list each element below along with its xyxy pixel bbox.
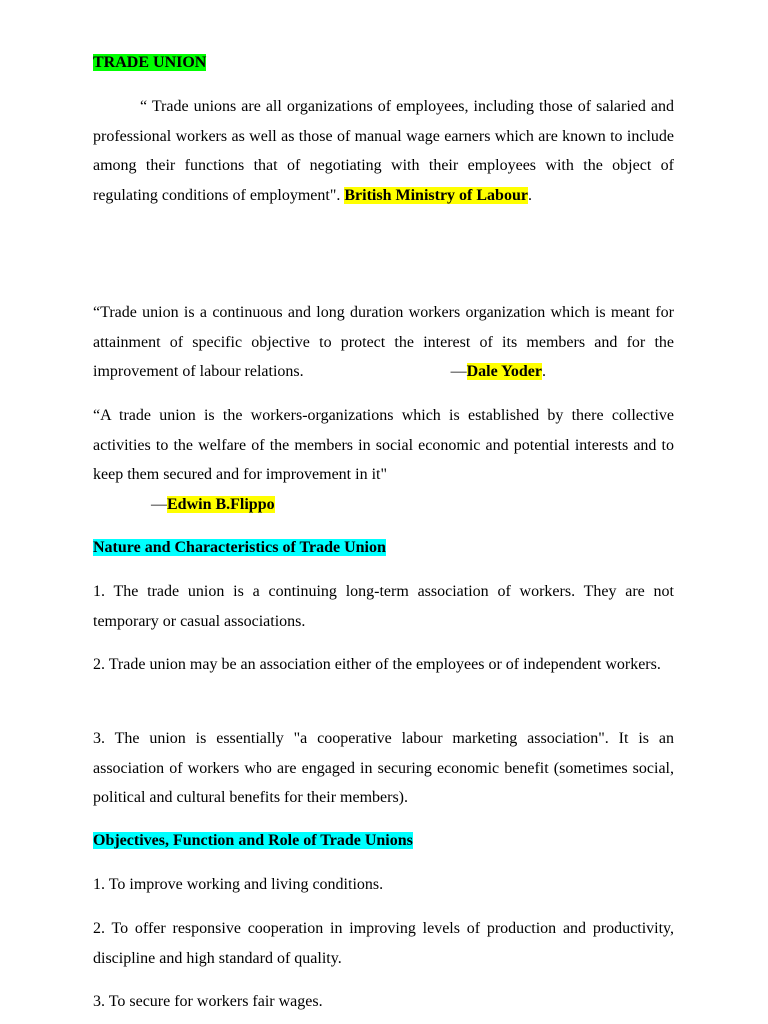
heading-trade-union-text: TRADE UNION	[93, 54, 207, 71]
definition-author: British Ministry of Labour	[344, 186, 528, 204]
definition-edwin-flippo	[93, 401, 674, 519]
list-item: 3. To secure for workers fair wages.	[93, 993, 323, 1010]
definition-text: “ Trade unions are all organizations of employees, including those of salaried and professional workers as well as those of manual wage earners which are known to include among their functions that of negotiating with their employees with the object of regulating conditions of employment".	[93, 98, 674, 204]
section-heading-nature-text: Nature and Characteristics of Trade Union	[93, 539, 386, 556]
section-heading-nature	[93, 533, 674, 563]
list-item: 2. Trade union may be an association either of the employees or of independent workers.	[93, 656, 661, 673]
section-heading-objectives	[93, 826, 674, 856]
list-item: 3. The union is essentially "a cooperative labour marketing association". It is an association of workers who are engaged in securing economic benefit (sometimes social, political and cultural benefits for their members).	[93, 730, 674, 806]
list-item: 2. To offer responsive cooperation in improving levels of production and productivity, discipline and high standard of quality.	[93, 920, 674, 967]
heading-trade-union	[93, 48, 674, 78]
definition-dale-yoder	[93, 298, 674, 387]
attribution-dash: —	[151, 495, 167, 513]
definition-text: “Trade union is a continuous and long duration workers organization which is meant for attainment of specific objective to protect the interest of its members and for the improvement of labour relations.	[93, 304, 674, 380]
definition-author-punct: .	[542, 363, 546, 380]
definition-author: Dale Yoder	[466, 363, 542, 380]
list-item: 1. The trade union is a continuing long-term association of workers. They are not temporary or casual associations.	[93, 583, 674, 630]
definition-author-punct: .	[527, 186, 532, 204]
section-heading-objectives-text: Objectives, Function and Role of Trade Unions	[93, 832, 413, 849]
definition-text: “A trade union is the workers-organizations which is established by there collective activities to the welfare of the members in social economic and potential interests and to keep them secured and for improvement in it"	[93, 407, 674, 483]
attribution-dash: —	[450, 363, 467, 380]
definition-author: Edwin B.Flippo	[167, 495, 275, 513]
list-item: 1. To improve working and living conditions.	[93, 876, 384, 893]
definition-british-ministry	[93, 92, 674, 210]
